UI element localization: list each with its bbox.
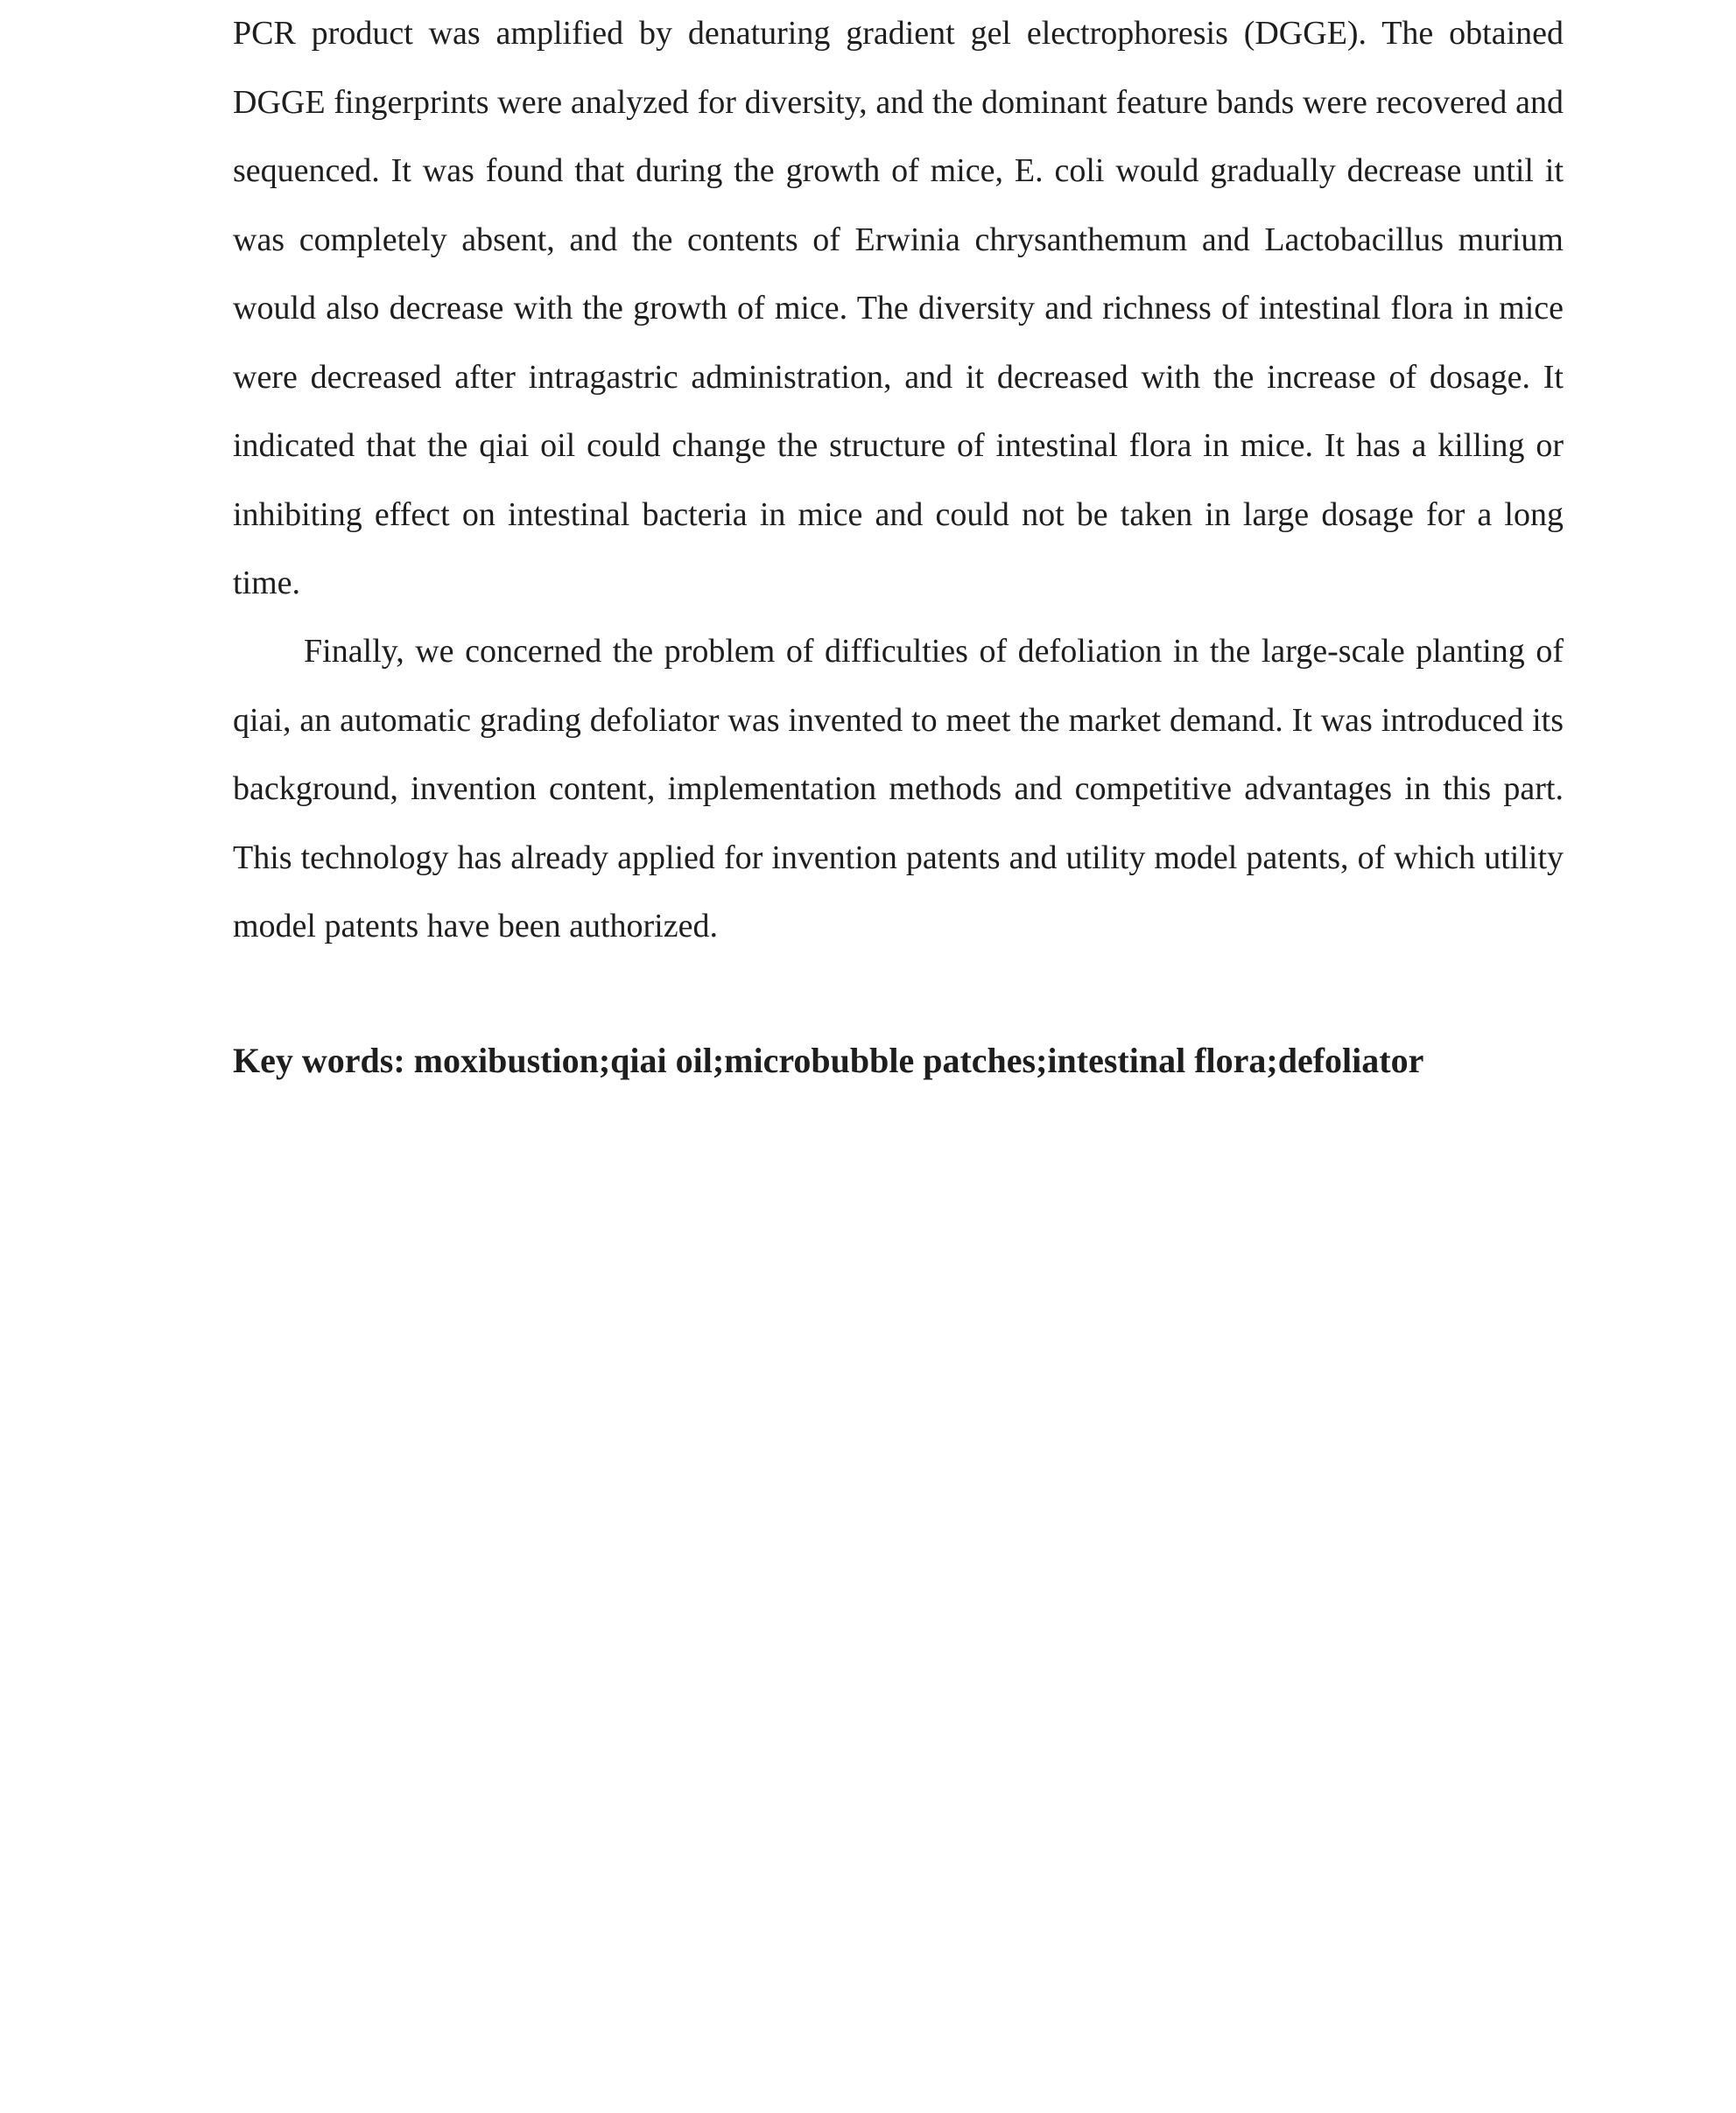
abstract-paragraph-dgge-results: PCR product was amplified by denaturing gradient gel electrophoresis (DGGE). The obtained DGGE fingerprints were analyzed for diversity, and the dominant feature bands were recovered and sequenced. It was found that during the growth of mice, E. coli would gradually decrease until it was completely absent, and the contents of Erwinia chrysanthemum and Lactobacillus murium would also decrease with the growth of mice. The diversity and richness of intestinal flora in mice were decreased after intragastric administration, and it decreased with the increase of dosage. It indicated that the qiai oil could change the structure of intestinal flora in mice. It has a killing or inhibiting effect on intestinal bacteria in mice and could not be taken in large dosage for a long time. xyxy=(233,15,1564,601)
abstract-paragraph-defoliator: Finally, we concerned the problem of difficulties of defoliation in the large-scale planting of qiai, an automatic grading defoliator was invented to meet the market demand. It was introduced its background, invention content, implementation methods and competitive advantages in this part. This technology has already applied for invention patents and utility model patents, of which utility model patents have been authorized. xyxy=(233,633,1564,944)
keywords-line: Key words: moxibustion;qiai oil;microbubble patches;intestinal flora;defoliator xyxy=(233,1041,1424,1080)
